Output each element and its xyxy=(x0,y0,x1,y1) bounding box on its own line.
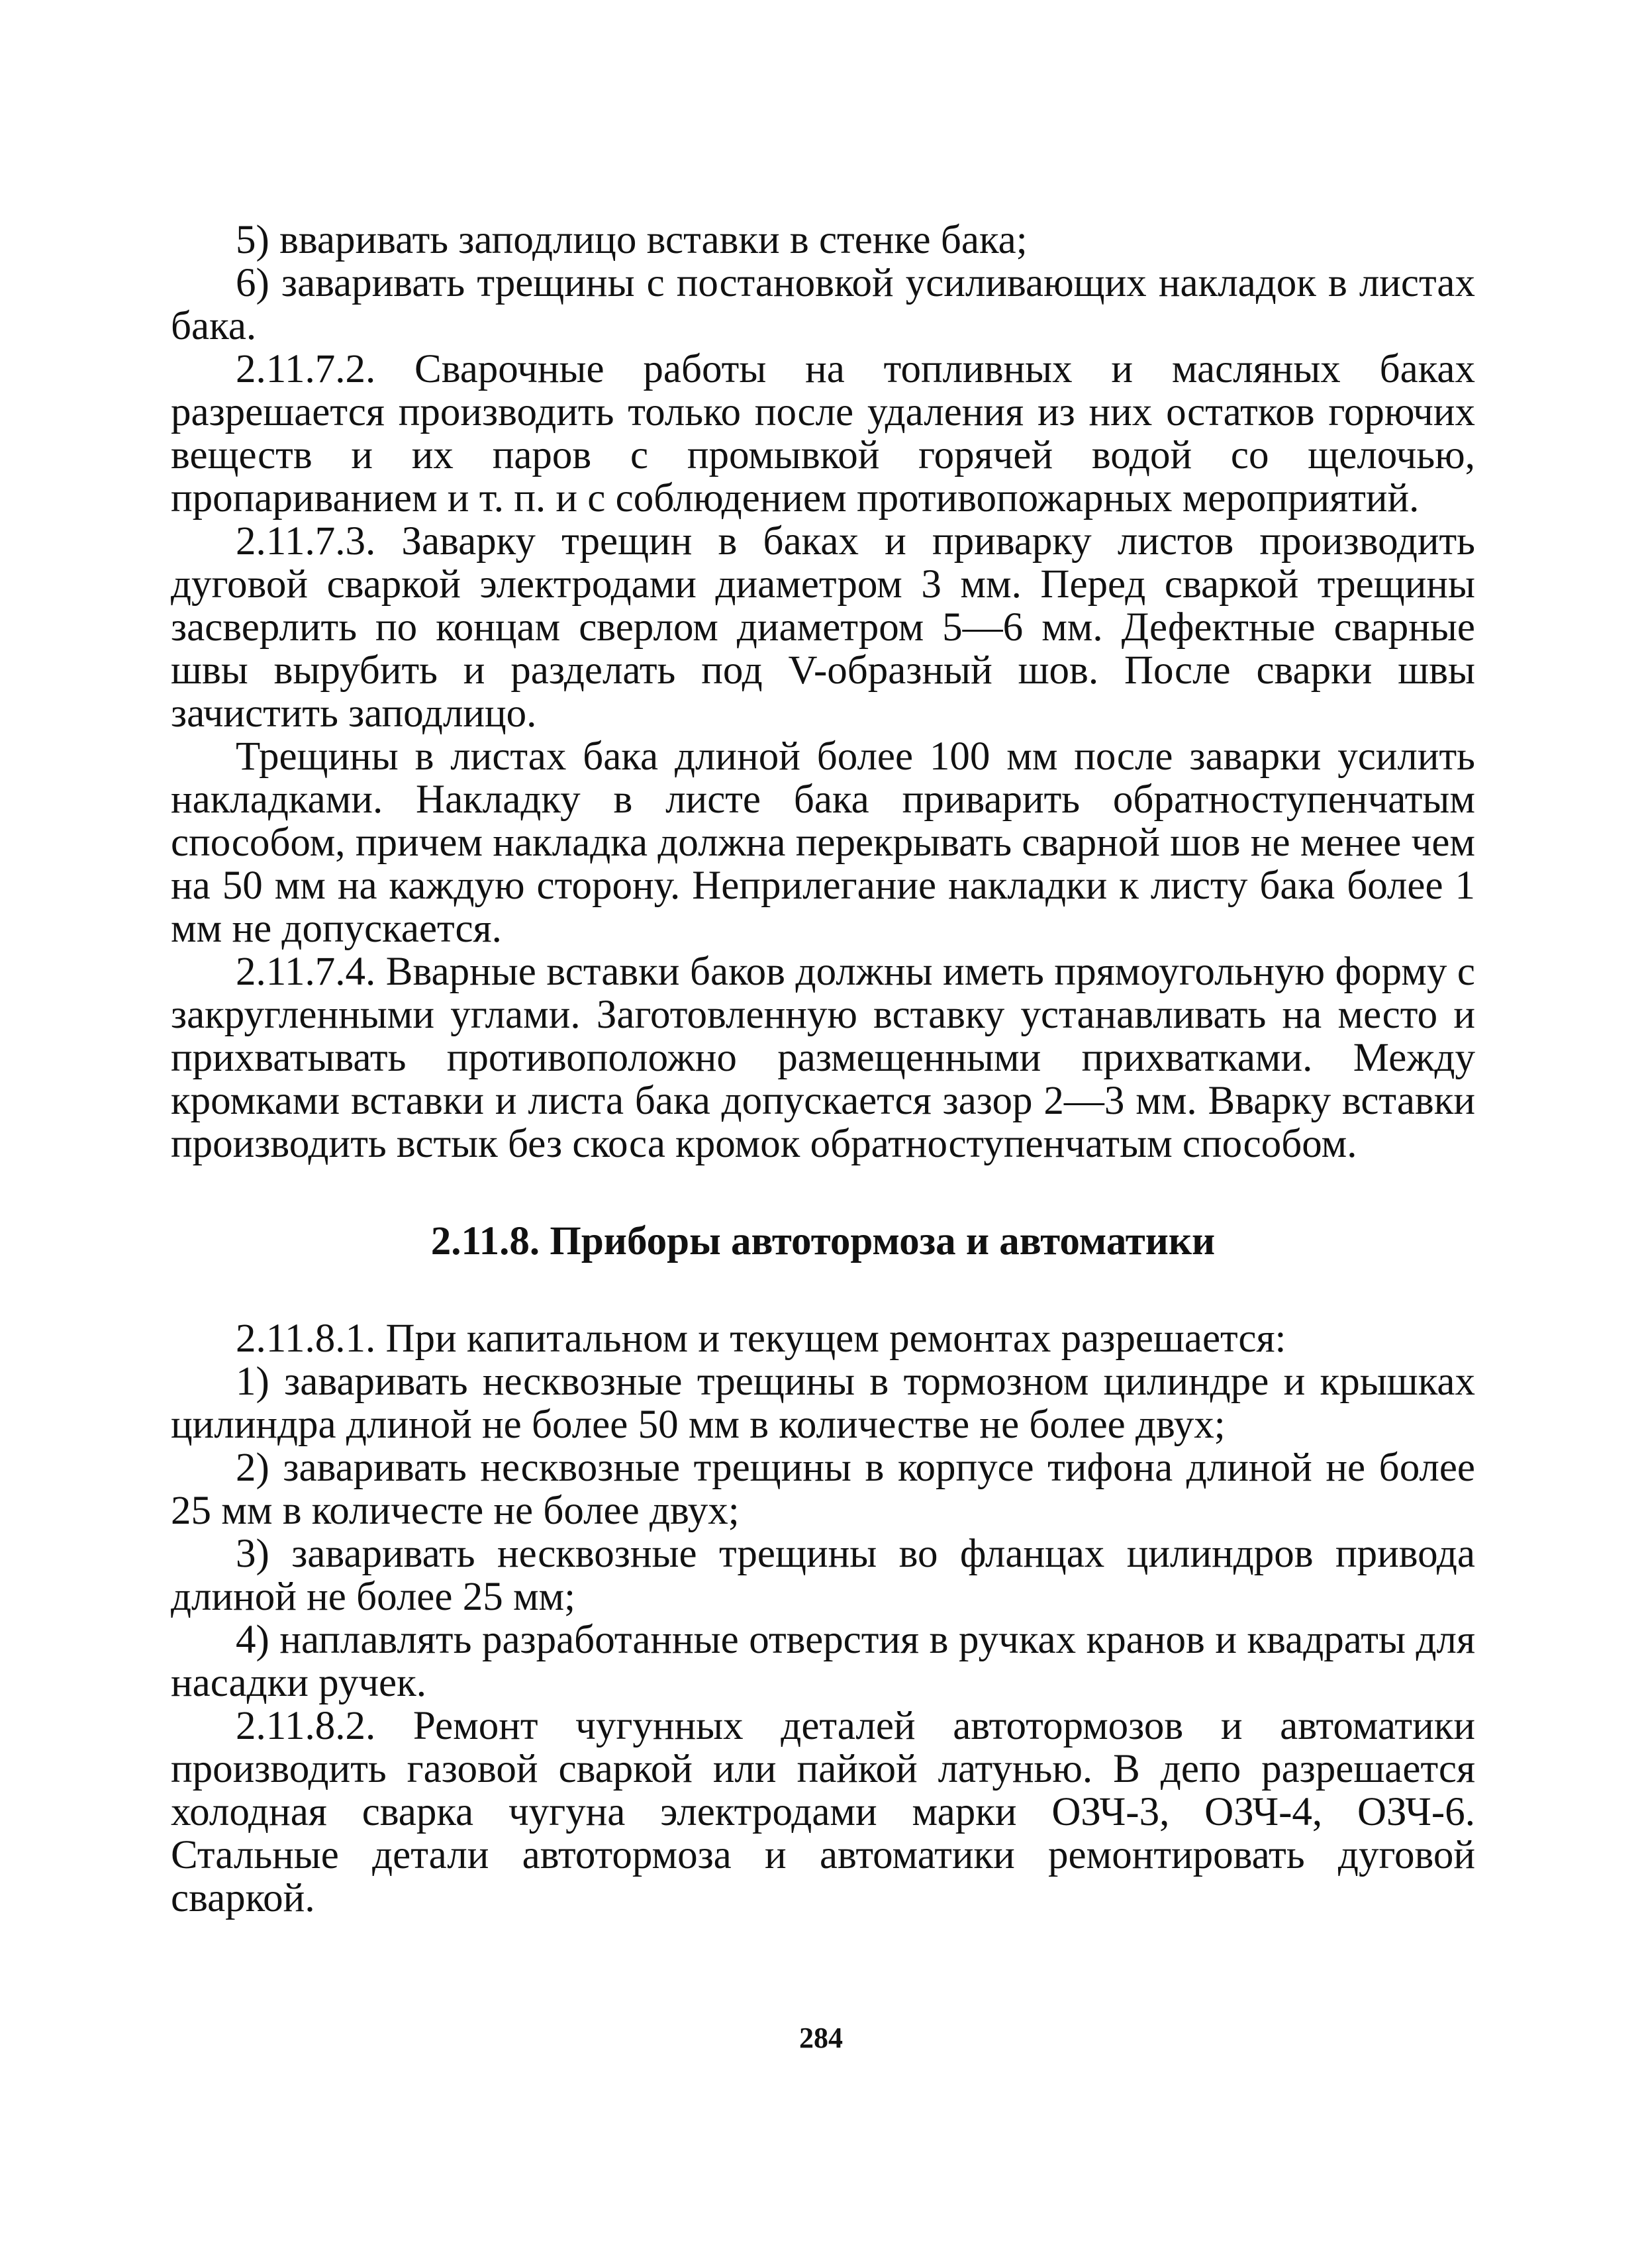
document-page xyxy=(171,219,1475,1920)
paragraph-2-11-7-2: 2.11.7.2. Сварочные работы на топливных и масляных баках разрешается производить только после удаления из них остатков горючих веществ и их паров с промывкой горячей водой со щелочью, пропариванием и т. п. и с соблюдением противопожарных мероприятий. xyxy=(171,347,1475,520)
paragraph-2-11-8-1: 2.11.8.1. При капитальном и текущем ремонтах разрешается: xyxy=(236,1316,1286,1361)
paragraph-item-5: 5) вваривать заподлицо вставки в стенке бака; xyxy=(236,218,1028,262)
section-heading: 2.11.8. Приборы автотормоза и автоматики xyxy=(430,1219,1216,1263)
paragraph-2-11-8-2: 2.11.8.2. Ремонт чугунных деталей автотормозов и автоматики производить газовой сваркой или пайкой латунью. В депо разрешается холодная сварка чугуна электродами марки ОЗЧ-3, ОЗЧ-4, ОЗЧ-6. Стальные детали автотормоза и автоматики ремонтировать дуговой сваркой. xyxy=(171,1704,1475,1920)
page-number: 284 xyxy=(799,2022,843,2054)
paragraph-cracks-reinforcement: Трещины в листах бака длиной более 100 мм после заварки усилить накладками. Накладку в листе бака приварить обратноступенчатым способом, причем накладка должна перекрывать сварной шов не менее чем на 50 мм на каждую сторону. Неприлегание накладки к листу бака более 1 мм не допускается. xyxy=(171,734,1475,951)
paragraph-2-11-7-3: 2.11.7.3. Заварку трещин в баках и приварку листов производить дуговой сваркой электродами диаметром 3 мм. Перед сваркой трещины засверлить по концам сверлом диаметром 5—6 мм. Дефектные сварные швы вырубить и разделать под V-образный шов. После сварки швы зачистить заподлицо. xyxy=(171,519,1475,736)
paragraph-list-item-1: 1) заваривать несквозные трещины в тормозном цилиндре и крышках цилиндра длиной не более 50 мм в количестве не более двух; xyxy=(171,1359,1475,1447)
paragraph-list-item-3: 3) заваривать несквозные трещины во фланцах цилиндров привода длиной не более 25 мм; xyxy=(171,1532,1475,1619)
paragraph-list-item-2: 2) заваривать несквозные трещины в корпусе тифона длиной не более 25 мм в количесте не более двух; xyxy=(171,1446,1475,1533)
paragraph-2-11-7-4: 2.11.7.4. Вварные вставки баков должны иметь прямоугольную форму с закругленными углами. Заготовленную вставку устанавливать на место и прихватывать противоположно размещенными прихватками. Между кромками вставки и листа бака допускается зазор 2—3 мм. Вварку вставки производить встык без скоса кромок обратноступенчатым способом. xyxy=(171,950,1475,1166)
paragraph-item-6: 6) заваривать трещины с постановкой усиливающих накладок в листах бака. xyxy=(171,261,1475,348)
paragraph-list-item-4: 4) наплавлять разработанные отверстия в ручках кранов и квадраты для насадки ручек. xyxy=(171,1618,1475,1705)
